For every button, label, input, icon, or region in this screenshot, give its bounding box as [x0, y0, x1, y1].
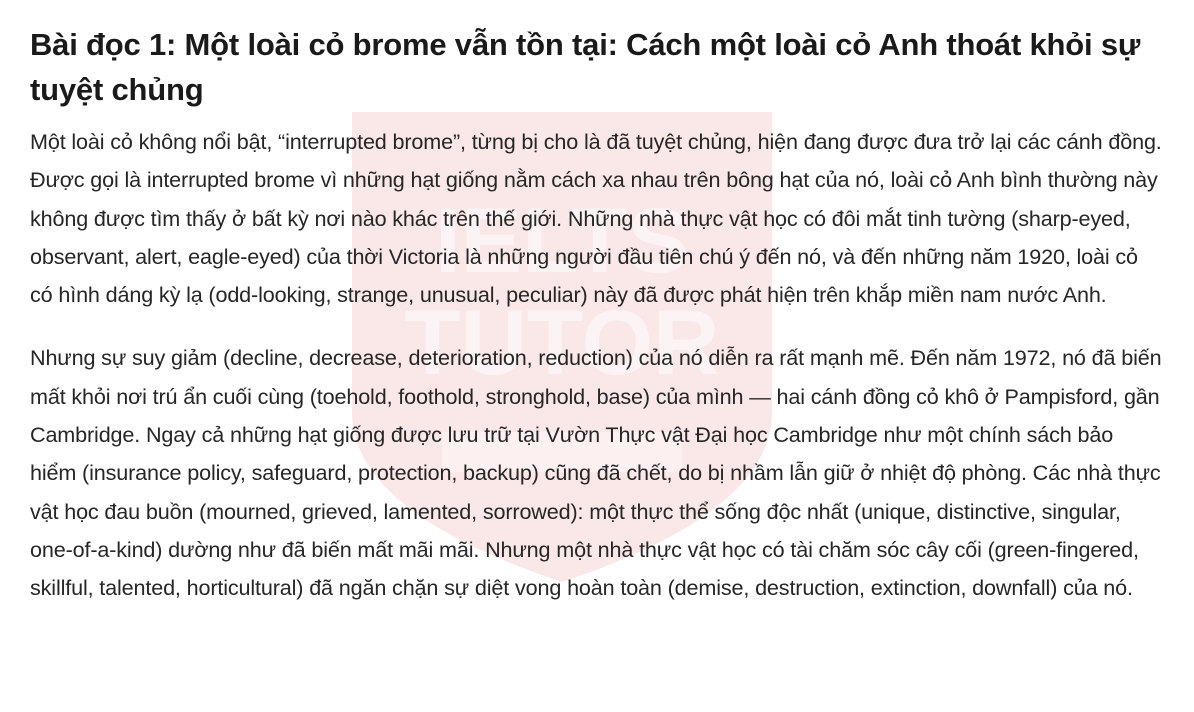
- paragraph-2: Nhưng sự suy giảm (decline, decrease, deterioration, reduction) của nó diễn ra rất mạnh mẽ. Đến năm 1972, nó đã biến mất khỏi nơi trú ẩn cuối cùng (toehold, foothold, stronghold, base) của mình — hai cánh đồng cỏ khô ở Pampisford, gần Cambridge. Ngay cả những hạt giống được lưu trữ tại Vườn Thực vật Đại học Cambridge như một chính sách bảo hiểm (insurance policy, safeguard, protection, backup) cũng đã chết, do bị nhầm lẫn giữ ở nhiệt độ phòng. Các nhà thực vật học đau buồn (mourned, grieved, lamented, sorrowed): một thực thể sống độc nhất (unique, distinctive, singular, one-of-a-kind) dường như đã biến mất mãi mãi. Nhưng một nhà thực vật học có tài chăm sóc cây cối (green-fingered, skillful, talented, horticultural) đã ngăn chặn sự diệt vong hoàn toàn (demise, destruction, extinction, downfall) của nó.: [30, 345, 1162, 601]
- article-title: Bài đọc 1: Một loài cỏ brome vẫn tồn tại: Cách một loài cỏ Anh thoát khỏi sự tuyệt chủng: [30, 27, 1141, 107]
- paragraph-1: Một loài cỏ không nổi bật, “interrupted brome”, từng bị cho là đã tuyệt chủng, hiện đang được đưa trở lại các cánh đồng. Được gọi là interrupted brome vì những hạt giống nằm cách xa nhau trên bông hạt của nó, loài cỏ Anh bình thường này không được tìm thấy ở bất kỳ nơi nào khác trên thế giới. Những nhà thực vật học có đôi mắt tinh tường (sharp-eyed, observant, alert, eagle-eyed) của thời Victoria là những người đầu tiên chú ý đến nó, và đến những năm 1920, loài cỏ có hình dáng kỳ lạ (odd-looking, strange, unusual, peculiar) này đã được phát hiện trên khắp miền nam nước Anh.: [30, 129, 1162, 308]
- watermark-line1: IELTS: [435, 190, 689, 292]
- watermark-line2: TUTOR: [404, 292, 720, 394]
